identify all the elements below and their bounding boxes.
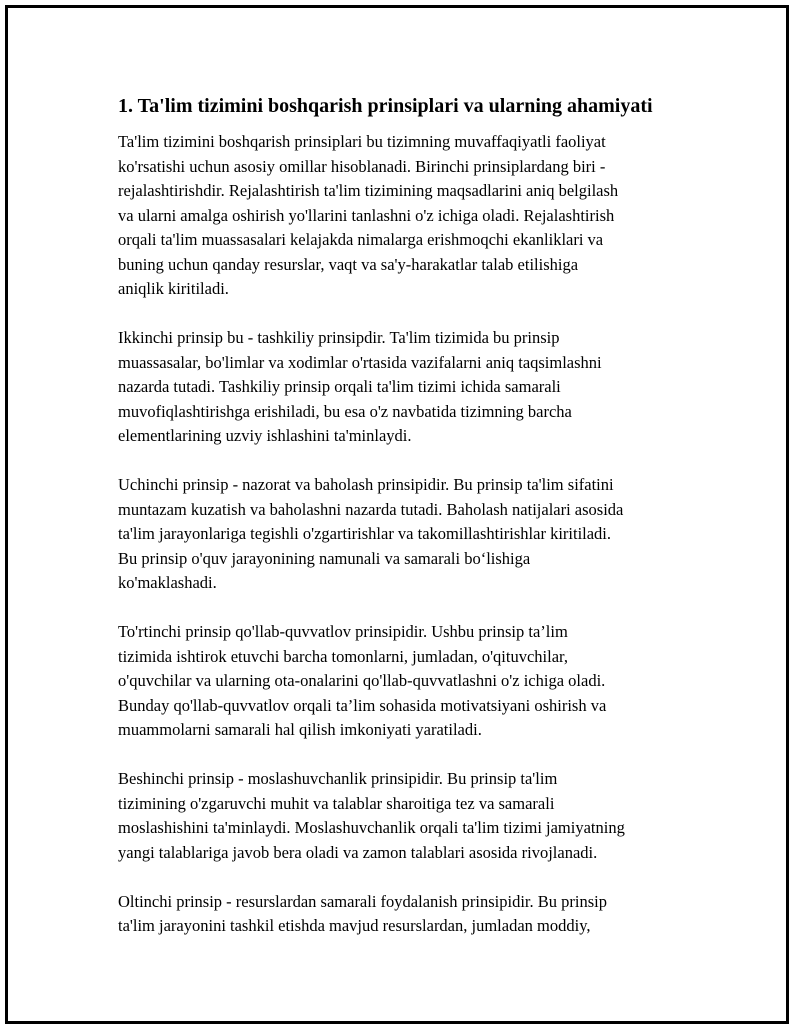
text-line: tizimining o'zgaruvchi muhit va talablar sharoitiga tez va samarali — [118, 793, 555, 813]
text-line: muassasalar, bo'limlar va xodimlar o'rtasida vazifalarni aniq taqsimlashni — [118, 352, 602, 372]
text-line: moslashishini ta'minlaydi. Moslashuvchanlik orqali ta'lim tizimi jamiyatning — [118, 818, 625, 837]
text-line: To'rtinchi prinsip qo'llab-quvvatlov prinsipidir. Ushbu prinsip ta’lim — [118, 622, 568, 641]
text-line: Uchinchi prinsip - nazorat va baholash prinsipidir. Bu prinsip ta'lim sifatini — [118, 475, 614, 494]
text-line: muntazam kuzatish va baholashni nazarda tutadi. Baholash natijalari asosida — [118, 499, 624, 519]
text-line: Ta'lim tizimini boshqarish prinsiplari bu tizimning muvaffaqiyatli faoliyat — [118, 132, 606, 151]
text-line: ta'lim jarayonlariga tegishli o'zgartirishlar va takomillashtirishlar kiritiladi. — [118, 524, 612, 543]
text-line: Bu prinsip o'quv jarayonining namunali va samarali bo‘lishiga — [118, 548, 531, 568]
text-line: o'quvchilar va ularning ota-onalarini qo'llab-quvvatlashni o'z ichiga oladi. — [118, 671, 606, 690]
text-line: yangi talablariga javob bera oladi va zamon talablari asosida rivojlanadi. — [118, 842, 598, 862]
text-line: ko'maklashadi. — [118, 573, 217, 592]
paragraph-5 — [118, 767, 698, 865]
paragraph-3 — [118, 473, 698, 596]
text-line: Beshinchi prinsip - moslashuvchanlik prinsipidir. Bu prinsip ta'lim — [118, 769, 558, 788]
paragraph-4 — [118, 620, 698, 743]
section-heading: 1. Ta'lim tizimini boshqarish prinsiplari va ularning ahamiyati — [118, 95, 653, 117]
text-line: muvofiqlashtirishga erishiladi, bu esa o'z navbatida tizimning barcha — [118, 401, 572, 421]
text-line: ko'rsatishi uchun asosiy omillar hisoblanadi. Birinchi prinsiplardang biri - — [118, 156, 606, 176]
text-line: rejalashtirishdir. Rejalashtirish ta'lim tizimining maqsadlarini aniq belgilash — [118, 181, 619, 200]
text-line: nazarda tutadi. Tashkiliy prinsip orqali ta'lim tizimi ichida samarali — [118, 377, 561, 396]
text-line: buning uchun qanday resurslar, vaqt va sa'y-harakatlar talab etilishiga — [118, 254, 579, 274]
paragraph-2 — [118, 326, 698, 449]
text-line: Oltinchi prinsip - resurslardan samarali foydalanish prinsipidir. Bu prinsip — [118, 891, 607, 911]
text-line: Ikkinchi prinsip bu - tashkiliy prinsipdir. Ta'lim tizimida bu prinsip — [118, 328, 560, 347]
text-line: va ularni amalga oshirish yo'llarini tanlashni o'z ichiga oladi. Rejalashtirish — [118, 205, 615, 225]
text-line: orqali ta'lim muassasalari kelajakda nimalarga erishmoqchi ekanliklari va — [118, 230, 604, 249]
text-line: aniqlik kiritiladi. — [118, 279, 229, 298]
text-line: Bunday qo'llab-quvvatlov orqali ta’lim sohasida motivatsiyani oshirish va — [118, 695, 607, 715]
text-line: ta'lim jarayonini tashkil etishda mavjud resurslardan, jumladan moddiy, — [118, 916, 591, 935]
text-line: muammolarni samarali hal qilish imkoniyati yaratiladi. — [118, 720, 482, 739]
text-line: elementlarining uzviy ishlashini ta'minlaydi. — [118, 426, 412, 445]
paragraph-6 — [118, 890, 698, 939]
text-line: tizimida ishtirok etuvchi barcha tomonlarni, jumladan, o'qituvchilar, — [118, 646, 568, 666]
document-body — [118, 92, 698, 963]
paragraph-1 — [118, 130, 698, 302]
